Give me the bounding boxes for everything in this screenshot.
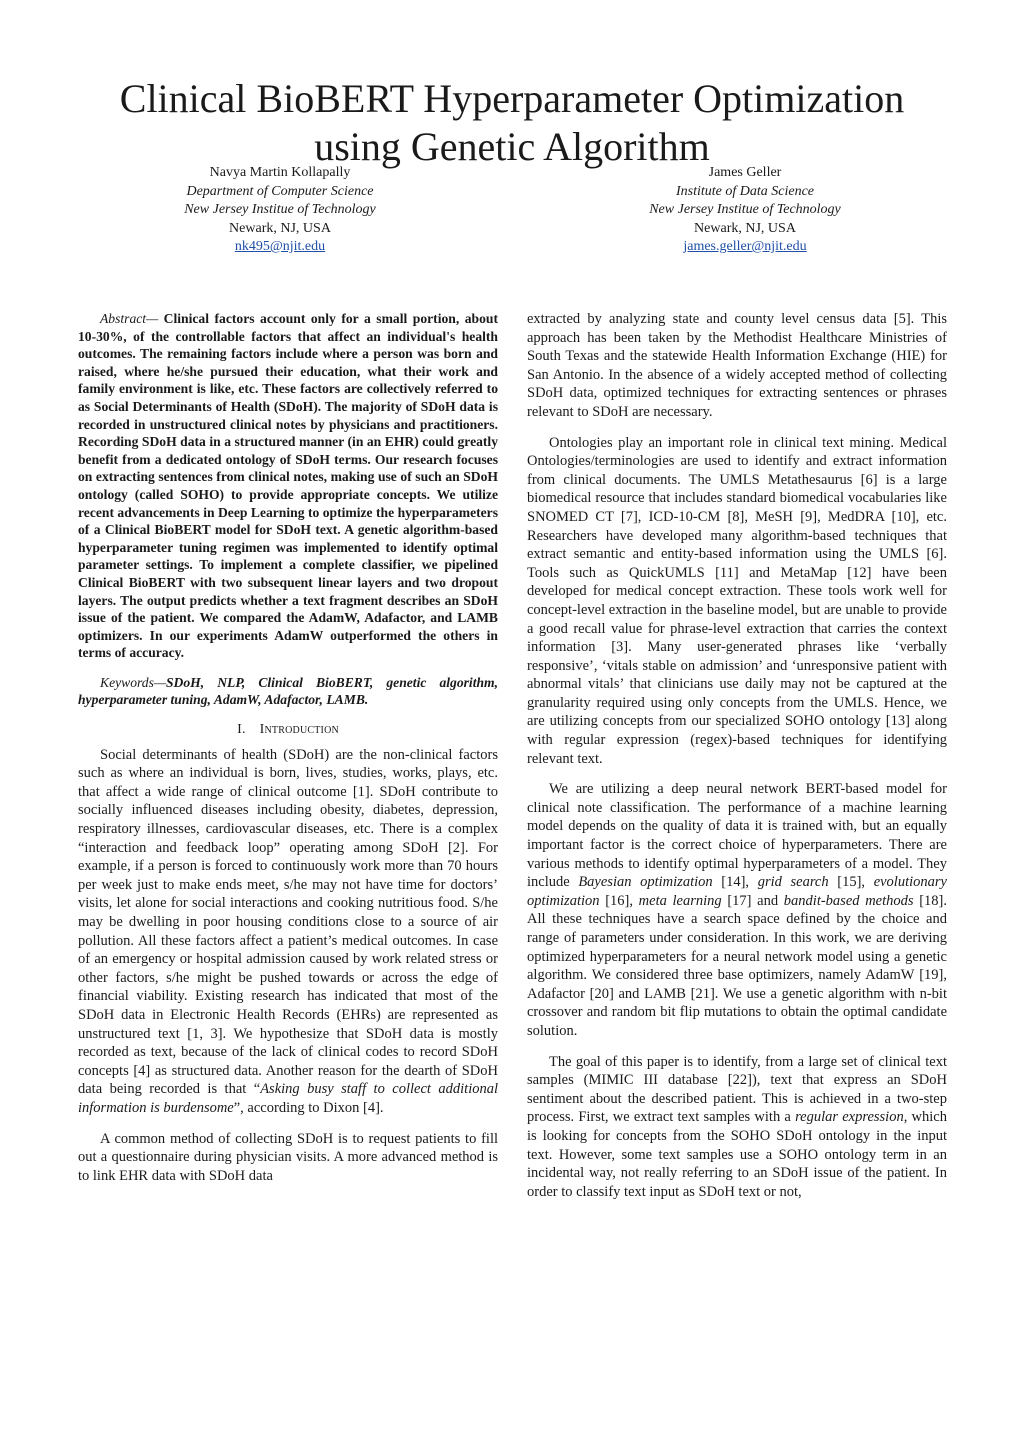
text-run: [15], <box>828 874 874 891</box>
keywords <box>78 674 498 709</box>
italic-term: Bayesian optimization <box>578 874 713 891</box>
section-title: Introduction <box>259 722 339 738</box>
text-run: , which is looking for concepts from the SOHO SDoH ontology in the input text. However, some text samples use a SOHO ontology term in an incidental way, not really referring to an SDoH issue of the patient. In order to classify text input as SDoH text or not, <box>527 1109 947 1200</box>
text-run: [16], <box>599 892 639 909</box>
intro-paragraph-5 <box>527 780 947 1040</box>
abstract-text: Clinical factors account only for a small portion, about 10-30%, of the controllable factors that affect an individual's health outcomes. The remaining factors include where a person was born and raised, where he/she pursued their education, what their work and family environment is like, etc. These factors are collectively referred to as Social Determinants of Health (SDoH). The majority of SDoH data is recorded in unstructured clinical notes by physicians and practitioners. Recording SDoH data in a structured manner (in an EHR) could greatly benefit from a dedicated ontology of SDoH terms. Our research focuses on extracting sentences from clinical notes, making use of such an SDoH ontology (called SOHO) to provide appropriate concepts. We utilize recent advancements in Deep Learning to optimize the hyperparameters of a Clinical BioBERT model for SDoH text. A genetic algorithm-based hyperparameter tuning regimen was implemented to identify optimal parameter settings. To implement a complete classifier, we pipelined Clinical BioBERT with two subsequent linear layers and two dropout layers. The output predicts whether a text fragment describes an SDoH issue of the patient. We compared the AdamW, Adafactor, and LAMB optimizers. In our experiments AdamW outperformed the others in terms of accuracy. <box>78 311 498 661</box>
author-block-2 <box>580 164 910 257</box>
italic-term: evolutionary optimization <box>527 874 947 909</box>
text-run: ”, according to Dixon [4]. <box>233 1099 384 1116</box>
intro-paragraph-4: Ontologies play an important role in clinical text mining. Medical Ontologies/terminologies are used to identify and extract information from clinical documents. The UMLS Metathesaurus [6] is a large biomedical resource that includes standard biomedical vocabularies like SNOMED CT [7], ICD-10-CM [8], MeSH [9], MedDRA [10], etc. Researchers have developed many algorithm-based techniques that extract semantic and entity-based information using the UMLS [6]. Tools such as QuickUMLS [11] and MetaMap [12] have been developed for medical concept extraction. These tools work well for concept-level extraction in the baseline model, but are unable to provide a good recall value for phrase-level extraction that carries the context information [3]. Many user-generated phrases like ‘verbally responsive’, ‘vitals stable on admission’ and ‘unresponsive patient with abnormal vitals’ that clinicians use daily may not be captured at the granularity required using only concepts from the UMLS. Hence, we are utilizing concepts from our specialized SOHO ontology [13] along with regular expression (regex)-based techniques for identifying relevant text. <box>527 434 947 767</box>
author-location: Newark, NJ, USA <box>694 220 796 236</box>
right-column <box>527 310 947 1213</box>
italic-term: bandit-based methods <box>783 892 914 909</box>
author-name: Navya Martin Kollapally <box>209 165 351 180</box>
italic-term: regular expression <box>795 1109 904 1126</box>
author-institution: New Jersey Institue of Technology <box>184 202 376 217</box>
paper-title <box>40 75 984 171</box>
author-block-1 <box>115 164 445 257</box>
keywords-text: SDoH, NLP, Clinical BioBERT, genetic algorithm, hyperparameter tuning, AdamW, Adafactor, LAMB. <box>78 674 498 708</box>
keywords-lead: Keywords— <box>100 674 166 690</box>
italic-term: meta learning <box>638 892 722 909</box>
intro-paragraph-3: extracted by analyzing state and county level census data [5]. This approach has been taken by the Methodist Healthcare Ministries of South Texas and the statewide Health Information Exchange (HIE) for San Antonio. In the absence of a widely accepted method of collecting SDoH data, optimized techniques for extracting sentences or phrases relevant to SDoH are necessary. <box>527 311 947 420</box>
author-email-link[interactable]: nk495@njit.edu <box>234 239 326 254</box>
section-number: I. <box>237 722 246 738</box>
text-run: [17] and <box>721 892 784 909</box>
italic-term: grid search <box>757 874 829 891</box>
abstract <box>78 310 498 662</box>
abstract-lead: Abstract— <box>100 311 159 326</box>
text-run: We are utilizing a deep neural network BERT-based model for clinical note classification. The performance of a machine learning model depends on the quality of data it is trained with, but an equally important factor is the correct choice of hyperparameters. There are various methods to identify optimal hyperparameters of a model. They include <box>527 781 947 891</box>
text-run: [18]. All these techniques have a search space defined by the choice and range of parameters under consideration. In this work, we are deriving optimized hyperparameters for a neural network model using a genetic algorithm. We considered three base optimizers, namely AdamW [19], Adafactor [20] and LAMB [21]. We use a genetic algorithm with n-bit crossover and random bit flip mutations to obtain the optimal candidate solution. <box>527 892 947 1039</box>
italic-quote: Asking busy staff to collect additional information is burdensome <box>78 1081 498 1116</box>
author-institution: New Jersey Institue of Technology <box>649 202 841 217</box>
title-line-1: Clinical BioBERT Hyperparameter Optimization <box>119 75 905 121</box>
intro-paragraph-1 <box>78 746 498 1118</box>
text-run: [14], <box>712 874 758 891</box>
left-column <box>78 310 498 1197</box>
text-run: The goal of this paper is to identify, from a large set of clinical text samples (MIMIC III database [22]), text that express an SDoH sentiment about the described patient. This is achieved in a two-step process. First, we extract text samples with a <box>527 1053 947 1126</box>
intro-paragraph-2: A common method of collecting SDoH is to request patients to fill out a questionnaire during physician visits. A more advanced method is to link EHR data with SDoH data <box>78 1130 498 1184</box>
author-email-link[interactable]: james.geller@njit.edu <box>683 239 807 254</box>
author-location: Newark, NJ, USA <box>229 220 331 236</box>
intro-paragraph-6 <box>527 1053 947 1202</box>
author-name: James Geller <box>708 165 782 180</box>
author-department: Institute of Data Science <box>675 183 815 199</box>
author-department: Department of Computer Science <box>186 183 374 199</box>
section-heading-introduction <box>78 721 498 740</box>
text-run: Social determinants of health (SDoH) are the non-clinical factors such as where an individual is born, lives, studies, works, plays, etc. that affect a wide range of clinical outcome [1]. SDoH contribute to socially influenced diseases including obesity, diabetes, depression, respiratory illnesses, cardiovascular diseases, etc. There is a complex “interaction and feedback loop” operating among SDoH [2]. For example, if a person is forced to continuously work more than 70 hours per week just to make ends meet, s/he may not have time for doctors’ visits, let alone for social interactions and cooking nutritious food. S/he may be dwelling in poor housing conditions close to a source of air pollution. All these factors affect a patient’s medical outcomes. In case of an emergency or hospital admission caused by work related stress or other factors, s/he might be pushed towards or across the edge of financial viability. Existing research has indicated that most of the SDoH data in Electronic Health Records (EHRs) are represented as unstructured text [1, 3]. We hypothesize that SDoH data is mostly recorded as text, because of the lack of clinical codes to record SDoH concepts [4] as structured data. Another reason for the dearth of SDoH data being recorded is that “ <box>78 746 498 1098</box>
title-line-2: using Genetic Algorithm <box>314 123 710 169</box>
